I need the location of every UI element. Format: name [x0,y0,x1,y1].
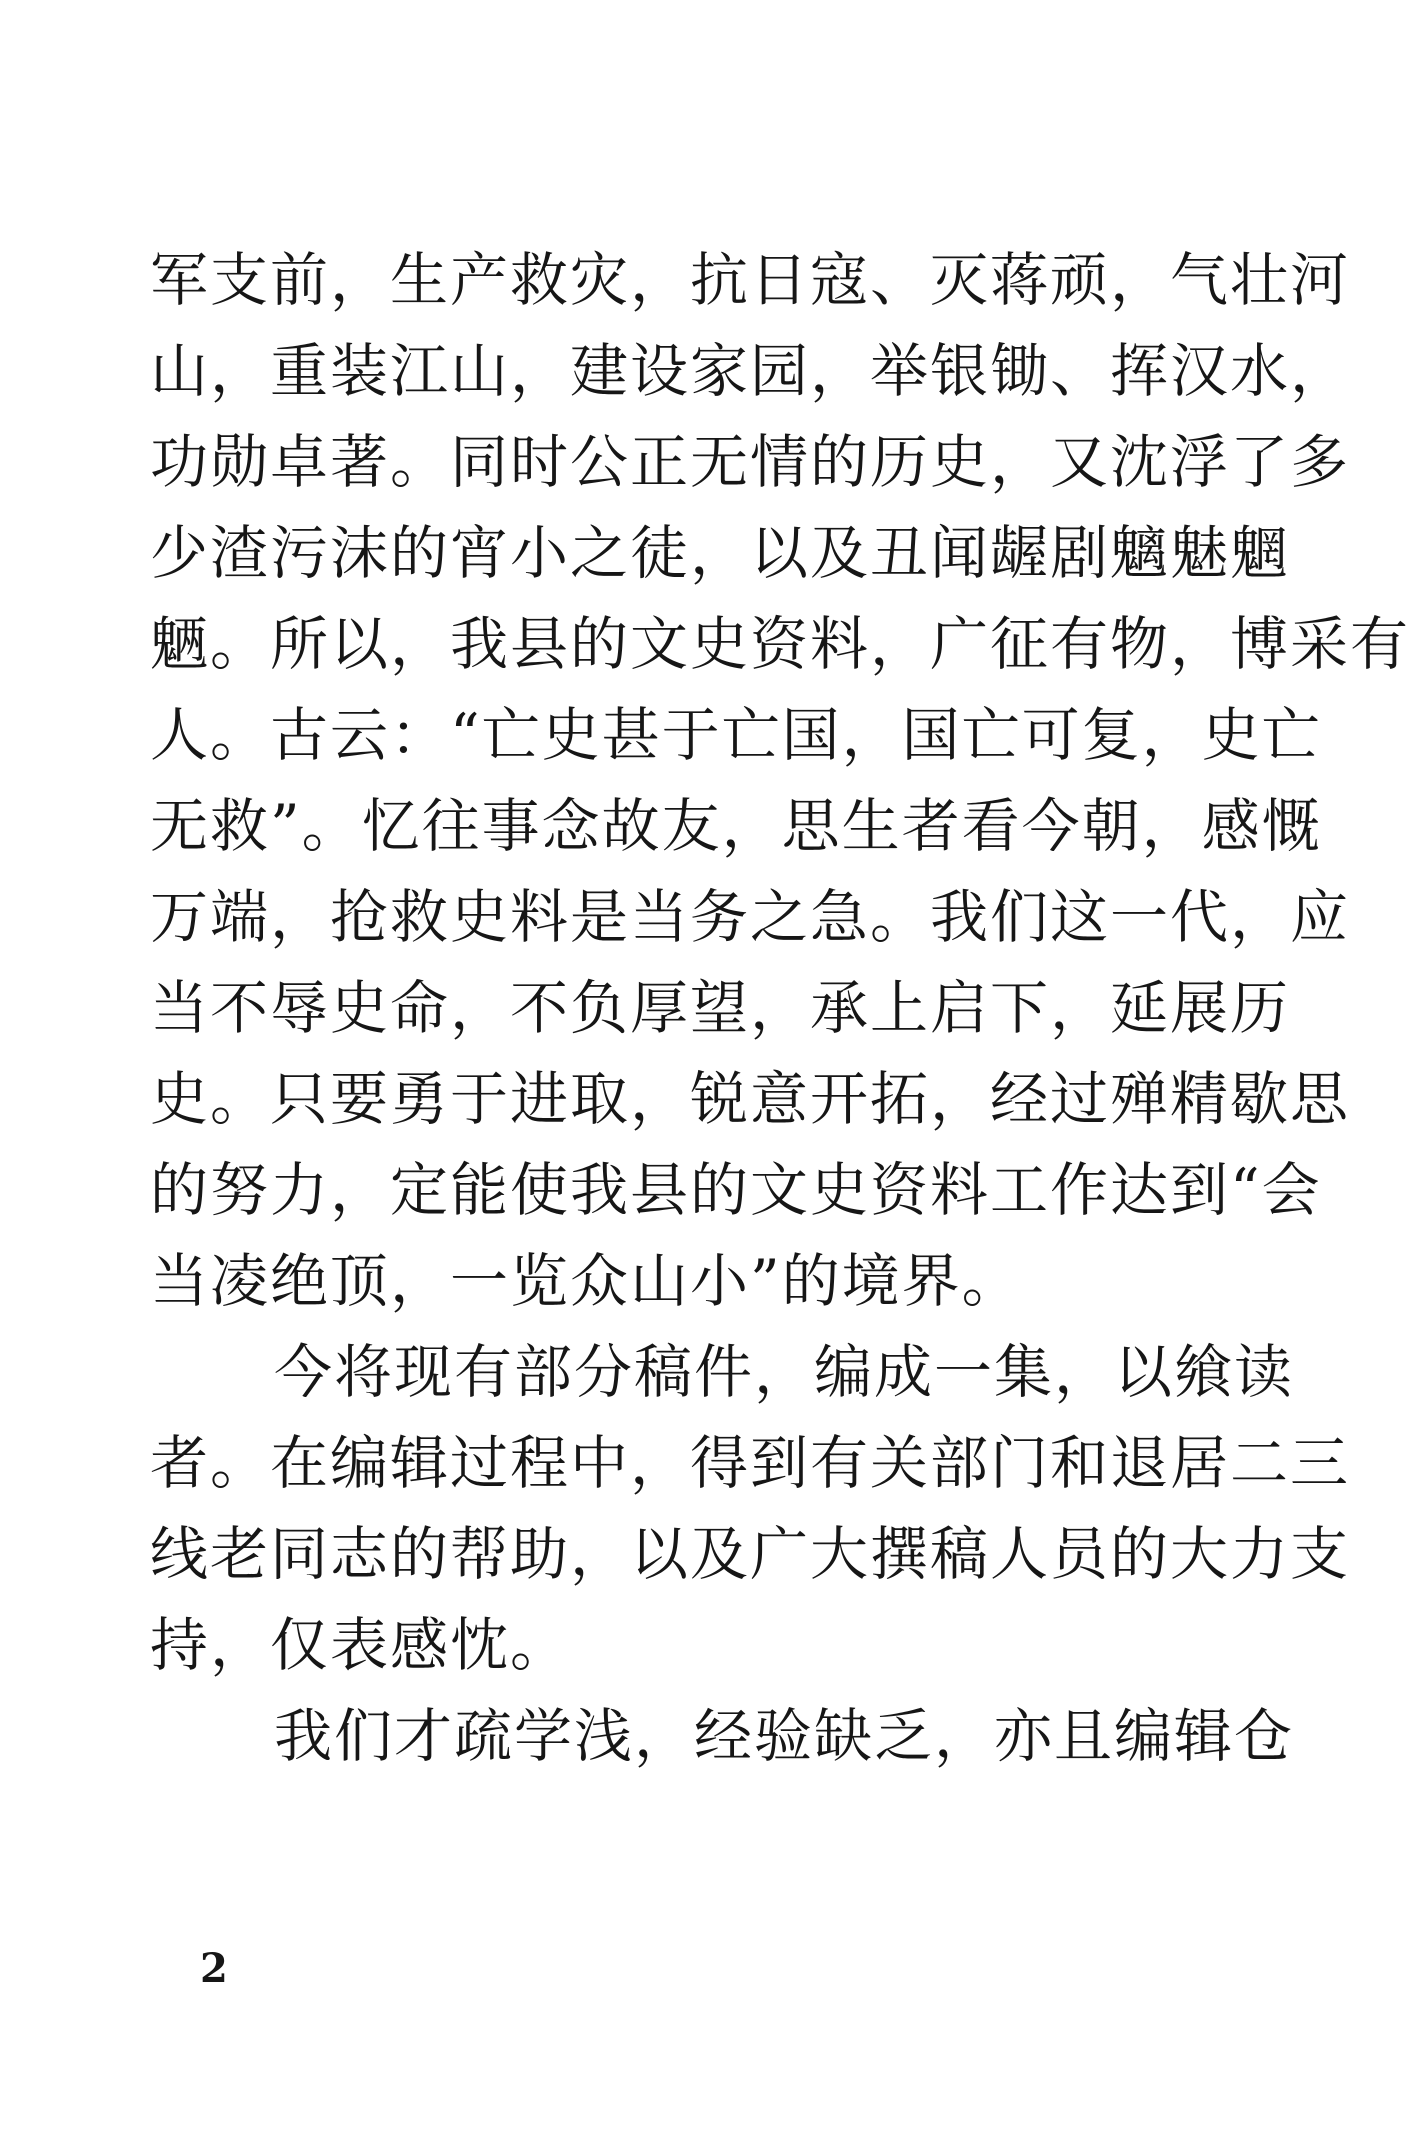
text-line: 当凌绝顶，一览众山小”的境界。 [150,1247,1022,1315]
text-line: 万端，抢救史料是当务之急。我们这一代，应 [150,883,1351,951]
text-line: 史。只要勇于进取，锐意开拓，经过殚精歇思 [150,1065,1351,1133]
text-line: 少渣污沫的宵小之徒，以及丑闻龌剧魑魅魍 [150,519,1291,587]
text-line: 者。在编辑过程中，得到有关部门和退居二三 [150,1429,1351,1497]
text-line: 的努力，定能使我县的文史资料工作达到“会 [150,1156,1322,1224]
text-line: 持，仅表感忱。 [150,1611,571,1679]
text-line: 军支前，生产救灾，抗日寇、灭蒋顽，气壮河 [150,246,1351,314]
text-line: 当不辱史命，不负厚望，承上启下，延展历 [150,974,1291,1042]
text-line: 功勋卓著。同时公正无情的历史，又沈浮了多 [150,428,1351,496]
text-line: 魉。所以，我县的文史资料，广征有物，博采有 [150,610,1411,678]
paragraph-start-line: 今将现有部分稿件，编成一集，以飨读 [274,1338,1295,1406]
paragraph-start-line: 我们才疏学浅，经验缺乏，亦且编辑仓 [274,1702,1295,1770]
text-line: 山，重装江山，建设家园，举银锄、挥汉水， [150,337,1351,405]
text-line: 线老同志的帮助，以及广大撰稿人员的大力支 [150,1520,1351,1588]
text-line: 人。古云：“亡史甚于亡国，国亡可复，史亡 [150,701,1322,769]
text-line: 无救”。忆往事念故友，思生者看今朝，感慨 [150,792,1322,860]
page-number: 2 [200,1945,228,1992]
body-text [150,235,1411,1782]
